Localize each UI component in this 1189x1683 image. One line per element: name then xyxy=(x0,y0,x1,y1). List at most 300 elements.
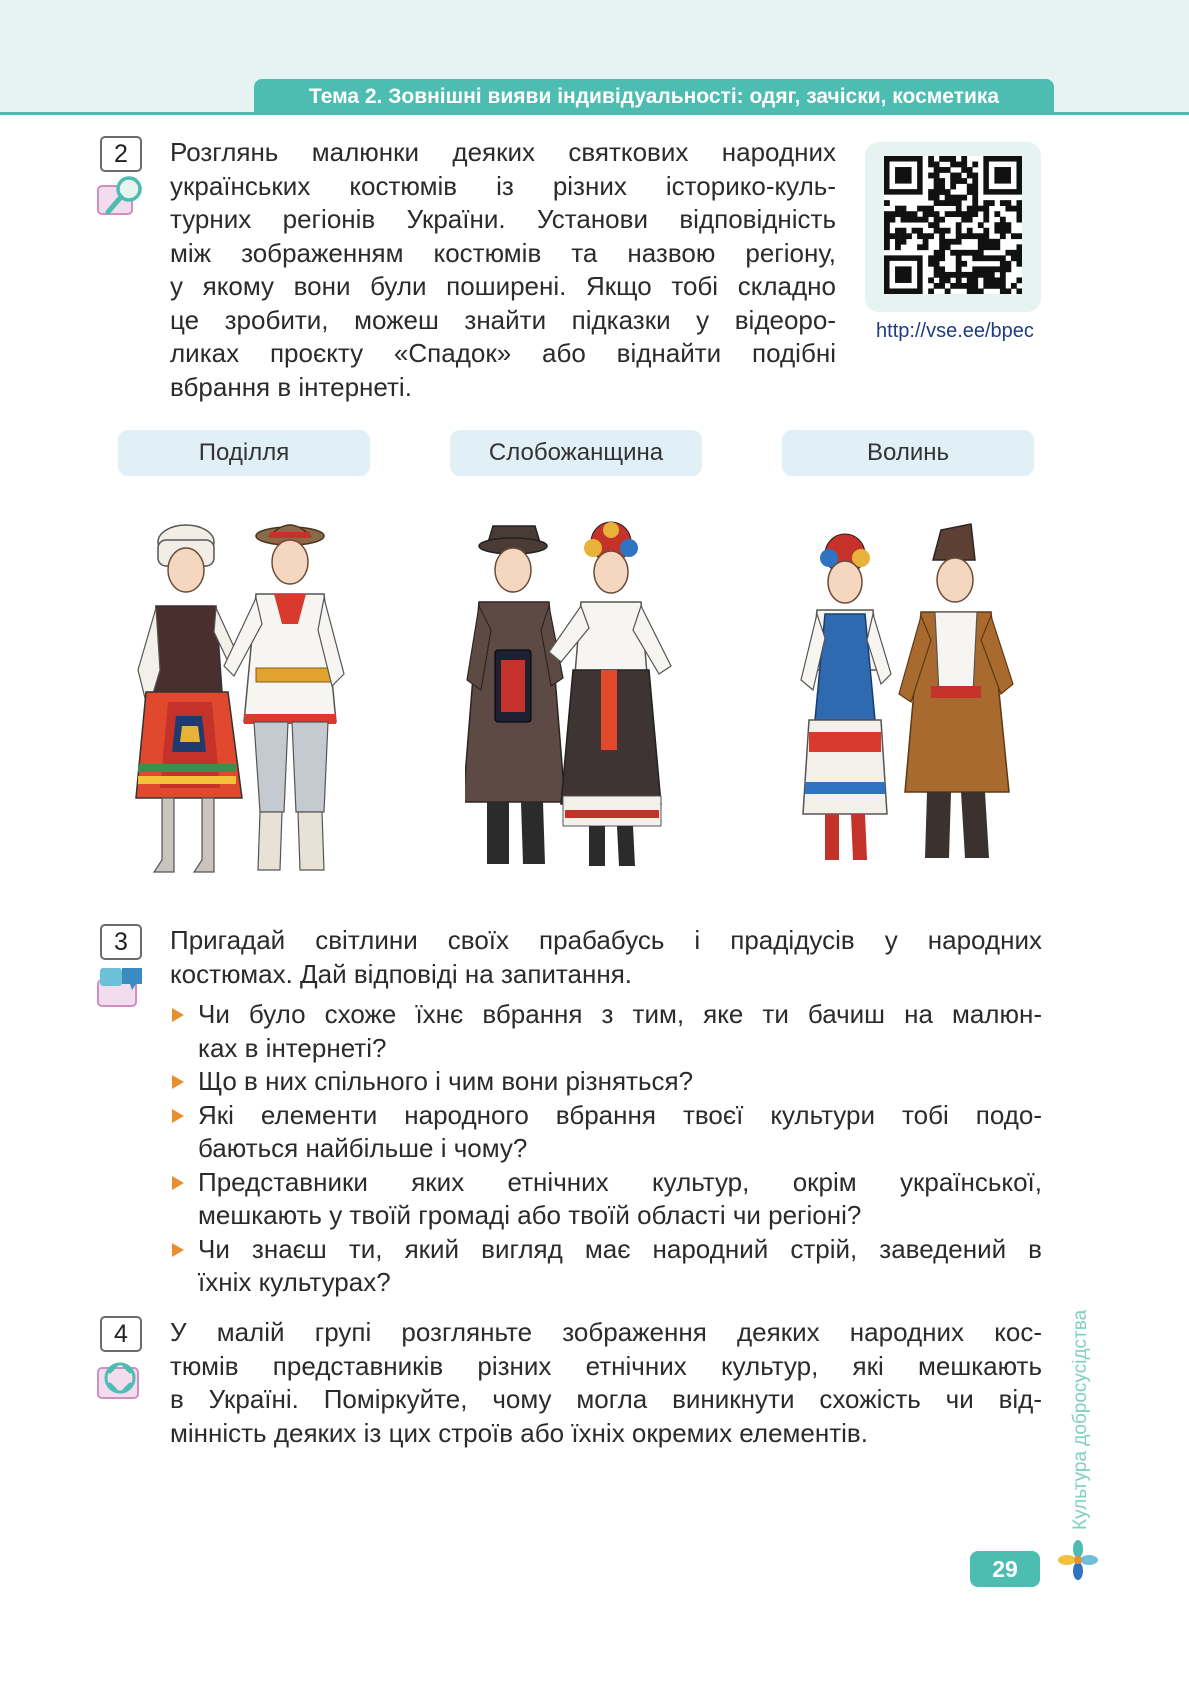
qr-module xyxy=(928,288,934,294)
qr-module xyxy=(961,272,967,278)
qr-module xyxy=(972,250,978,256)
qr-module xyxy=(956,178,962,184)
qr-module xyxy=(972,173,978,179)
qr-module xyxy=(950,272,956,278)
qr-module xyxy=(956,266,962,272)
task-3-bullet-line: Чи знаєш ти, який вигляд має народний стрій, заведений в xyxy=(198,1233,1042,1264)
qr-module xyxy=(939,189,945,195)
qr-module xyxy=(923,217,929,223)
qr-module xyxy=(994,211,1000,217)
task-2-text xyxy=(170,136,836,404)
qr-module xyxy=(923,211,929,217)
qr-module xyxy=(983,200,989,206)
qr-module xyxy=(939,244,945,250)
qr-module xyxy=(978,272,984,278)
qr-module xyxy=(901,233,907,239)
qr-module xyxy=(901,239,907,245)
qr-module xyxy=(989,272,995,278)
qr-module xyxy=(884,222,890,228)
qr-code xyxy=(884,156,1022,294)
qr-module xyxy=(950,200,956,206)
qr-module xyxy=(950,283,956,289)
side-section-title: Культура добросусідства xyxy=(1070,1309,1091,1530)
qr-finder xyxy=(895,266,912,283)
qr-module xyxy=(1000,261,1006,267)
costume-couple-3 xyxy=(795,520,1025,890)
qr-module xyxy=(972,162,978,168)
qr-module xyxy=(884,244,890,250)
task-4-line: тюмів представників різних етнічних культур, які мешкають xyxy=(170,1350,1042,1381)
task-2-line: турних регіонів України. Установи відповідність xyxy=(170,204,836,234)
bullet-arrow-icon xyxy=(172,1176,184,1190)
qr-module xyxy=(1016,200,1022,206)
qr-module xyxy=(923,244,929,250)
qr-module xyxy=(934,167,940,173)
qr-module xyxy=(967,206,973,212)
task-2-line: українських костюмів із різних історико-куль- xyxy=(170,170,836,201)
task-3-intro xyxy=(170,924,1042,991)
qr-module xyxy=(983,277,989,283)
qr-module xyxy=(983,228,989,234)
qr-module xyxy=(1016,211,1022,217)
hands-icon xyxy=(96,1354,146,1406)
qr-module xyxy=(939,233,945,239)
task-4-line: У малій групі розгляньте зображення деяких народних кос- xyxy=(170,1317,1042,1347)
qr-module xyxy=(956,250,962,256)
task-4-line: мінність деяких із цих строїв або їхніх окремих елементів. xyxy=(170,1417,868,1448)
qr-module xyxy=(983,283,989,289)
qr-module xyxy=(956,222,962,228)
qr-module xyxy=(945,239,951,245)
qr-module xyxy=(1005,250,1011,256)
qr-module xyxy=(956,211,962,217)
qr-module xyxy=(1016,261,1022,267)
qr-module xyxy=(983,255,989,261)
qr-module xyxy=(950,184,956,190)
qr-module xyxy=(945,288,951,294)
qr-module xyxy=(923,233,929,239)
qr-module xyxy=(1000,228,1006,234)
qr-module xyxy=(961,156,967,162)
qr-module xyxy=(994,239,1000,245)
qr-module xyxy=(978,239,984,245)
qr-module xyxy=(972,178,978,184)
qr-module xyxy=(983,244,989,250)
task-3-intro-line: Пригадай світлини своїх прабабусь і прадідусів у народних xyxy=(170,925,1042,955)
qr-module xyxy=(945,200,951,206)
qr-module xyxy=(945,167,951,173)
qr-module xyxy=(967,211,973,217)
qr-module xyxy=(917,233,923,239)
qr-module xyxy=(939,255,945,261)
qr-module xyxy=(989,277,995,283)
qr-module xyxy=(950,195,956,201)
qr-link[interactable]: http://vse.ee/bpec xyxy=(876,320,1034,342)
region-slobozhanshchyna: Слобожанщина xyxy=(450,430,702,476)
qr-module xyxy=(934,189,940,195)
qr-module xyxy=(989,200,995,206)
qr-module xyxy=(906,211,912,217)
qr-module xyxy=(972,184,978,190)
qr-module xyxy=(972,255,978,261)
qr-module xyxy=(1005,206,1011,212)
task-3-bullet-line: їхніх культурах? xyxy=(198,1267,391,1297)
task-3-bullet-item xyxy=(198,1166,1042,1233)
qr-module xyxy=(901,211,907,217)
qr-module xyxy=(939,167,945,173)
qr-module xyxy=(967,283,973,289)
qr-module xyxy=(1016,217,1022,223)
qr-module xyxy=(989,244,995,250)
qr-module xyxy=(1005,266,1011,272)
qr-module xyxy=(956,162,962,168)
qr-module xyxy=(994,277,1000,283)
qr-module xyxy=(934,211,940,217)
bullet-arrow-icon xyxy=(172,1075,184,1089)
qr-module xyxy=(884,217,890,223)
qr-module xyxy=(1005,288,1011,294)
qr-module xyxy=(939,277,945,283)
qr-module xyxy=(1000,277,1006,283)
qr-module xyxy=(967,250,973,256)
qr-module xyxy=(978,244,984,250)
qr-module xyxy=(967,167,973,173)
qr-module xyxy=(928,206,934,212)
qr-module xyxy=(1000,233,1006,239)
qr-module xyxy=(928,233,934,239)
qr-module xyxy=(961,195,967,201)
qr-module xyxy=(956,200,962,206)
qr-module xyxy=(956,272,962,278)
task-2-line: ликах проєкту «Спадок» або віднайти подібні xyxy=(170,338,836,368)
qr-module xyxy=(934,184,940,190)
qr-module xyxy=(1005,261,1011,267)
qr-module xyxy=(912,211,918,217)
qr-module xyxy=(939,283,945,289)
qr-module xyxy=(978,250,984,256)
qr-module xyxy=(978,288,984,294)
qr-module xyxy=(1016,233,1022,239)
qr-module xyxy=(956,283,962,289)
qr-module xyxy=(950,250,956,256)
qr-module xyxy=(884,228,890,234)
qr-module xyxy=(1005,228,1011,234)
qr-module xyxy=(912,217,918,223)
qr-module xyxy=(967,189,973,195)
qr-module xyxy=(950,239,956,245)
qr-module xyxy=(961,178,967,184)
task-2-line: Розглянь малюнки деяких святкових народних xyxy=(170,137,836,167)
qr-module xyxy=(884,200,890,206)
qr-module xyxy=(934,255,940,261)
qr-module xyxy=(901,206,907,212)
task-3-bullet-line: Чи було схоже їхнє вбрання з тим, яке ти бачиш на малюн- xyxy=(198,999,1042,1029)
qr-module xyxy=(978,206,984,212)
task-4-number: 4 xyxy=(100,1316,142,1352)
qr-module xyxy=(983,239,989,245)
page-number: 29 xyxy=(970,1551,1040,1587)
qr-module xyxy=(928,222,934,228)
qr-module xyxy=(939,272,945,278)
qr-module xyxy=(956,173,962,179)
qr-module xyxy=(1000,200,1006,206)
qr-module xyxy=(895,244,901,250)
flower-icon xyxy=(1058,1540,1098,1580)
qr-module xyxy=(934,200,940,206)
qr-module xyxy=(956,255,962,261)
qr-module xyxy=(939,228,945,234)
qr-module xyxy=(1016,277,1022,283)
qr-module xyxy=(1000,217,1006,223)
qr-module xyxy=(939,200,945,206)
qr-module xyxy=(967,277,973,283)
qr-module xyxy=(967,233,973,239)
qr-module xyxy=(928,277,934,283)
qr-module xyxy=(906,233,912,239)
qr-module xyxy=(989,283,995,289)
qr-module xyxy=(945,195,951,201)
task-3-bullet-line: мешкають у твоїй громаді або твоїй області чи регіоні? xyxy=(198,1200,862,1230)
task-3-bullet-item xyxy=(198,1065,1042,1099)
qr-module xyxy=(939,217,945,223)
bullet-arrow-icon xyxy=(172,1008,184,1022)
qr-module xyxy=(989,255,995,261)
task-2-number: 2 xyxy=(100,136,142,172)
qr-module xyxy=(972,277,978,283)
qr-module xyxy=(972,189,978,195)
qr-module xyxy=(956,228,962,234)
qr-module xyxy=(972,283,978,289)
qr-module xyxy=(950,162,956,168)
qr-module xyxy=(961,233,967,239)
qr-module xyxy=(994,283,1000,289)
qr-module xyxy=(967,228,973,234)
qr-module xyxy=(895,206,901,212)
qr-module xyxy=(972,200,978,206)
qr-module xyxy=(961,250,967,256)
qr-module xyxy=(994,244,1000,250)
qr-module xyxy=(950,211,956,217)
qr-module xyxy=(972,206,978,212)
qr-module xyxy=(934,261,940,267)
region-volyn: Волинь xyxy=(782,430,1034,476)
qr-module xyxy=(934,250,940,256)
qr-module xyxy=(928,189,934,195)
qr-module xyxy=(961,217,967,223)
qr-module xyxy=(934,217,940,223)
qr-module xyxy=(950,173,956,179)
qr-module xyxy=(956,277,962,283)
qr-module xyxy=(939,184,945,190)
task-3-bullet-line: Які елементи народного вбрання твоєї культури тобі подо- xyxy=(198,1099,1042,1130)
qr-module xyxy=(1011,233,1017,239)
qr-module xyxy=(890,217,896,223)
qr-module xyxy=(994,228,1000,234)
qr-module xyxy=(939,178,945,184)
qr-module xyxy=(939,156,945,162)
qr-module xyxy=(978,222,984,228)
qr-module xyxy=(928,255,934,261)
qr-module xyxy=(1011,255,1017,261)
speech-bubbles-icon xyxy=(96,962,146,1014)
qr-module xyxy=(1016,255,1022,261)
qr-module xyxy=(1005,222,1011,228)
task-3-bullet-item xyxy=(198,998,1042,1065)
qr-module xyxy=(1000,272,1006,278)
qr-module xyxy=(967,272,973,278)
qr-module xyxy=(972,272,978,278)
qr-module xyxy=(972,266,978,272)
task-2-line: вбрання в інтернеті. xyxy=(170,371,412,402)
qr-module xyxy=(1000,266,1006,272)
magnifier-icon xyxy=(96,172,146,224)
qr-module xyxy=(945,211,951,217)
qr-module xyxy=(884,211,890,217)
qr-module xyxy=(934,283,940,289)
costume-couple-1 xyxy=(130,520,360,890)
qr-module xyxy=(1016,288,1022,294)
qr-module xyxy=(994,222,1000,228)
qr-module xyxy=(895,228,901,234)
qr-module xyxy=(928,195,934,201)
qr-module xyxy=(989,266,995,272)
qr-module xyxy=(1016,206,1022,212)
qr-module xyxy=(961,211,967,217)
qr-module xyxy=(983,272,989,278)
qr-module xyxy=(967,173,973,179)
qr-module xyxy=(945,272,951,278)
qr-module xyxy=(939,239,945,245)
qr-module xyxy=(972,195,978,201)
qr-module xyxy=(967,288,973,294)
qr-module xyxy=(890,211,896,217)
task-3-bullet-line: Представники яких етнічних культур, окрім української, xyxy=(198,1166,1042,1197)
qr-module xyxy=(978,255,984,261)
qr-module xyxy=(956,233,962,239)
qr-module xyxy=(972,233,978,239)
qr-module xyxy=(978,266,984,272)
task-2-line: у якому вони були поширені. Якщо тобі складно xyxy=(170,271,836,301)
costume-couple-2 xyxy=(465,520,705,890)
qr-module xyxy=(917,228,923,234)
qr-module xyxy=(928,261,934,267)
qr-module xyxy=(983,233,989,239)
qr-module xyxy=(945,189,951,195)
qr-module xyxy=(917,206,923,212)
qr-module xyxy=(1016,250,1022,256)
qr-module xyxy=(1011,283,1017,289)
task-4-line: в Україні. Поміркуйте, чому могла виникнути схожість чи від- xyxy=(170,1384,1042,1414)
task-2-line: це зробити, можеш знайти підказки у відеоро- xyxy=(170,304,836,335)
qr-module xyxy=(901,228,907,234)
qr-module xyxy=(928,173,934,179)
topic-title: Тема 2. Зовнішні вияви індивідуальності: одяг, зачіски, косметика xyxy=(254,79,1054,115)
qr-module xyxy=(956,239,962,245)
qr-module xyxy=(972,211,978,217)
qr-module xyxy=(917,217,923,223)
qr-module xyxy=(912,228,918,234)
task-4-text xyxy=(170,1316,1042,1450)
qr-module xyxy=(956,261,962,267)
task-3-bullet-line: баються найбільше і чому? xyxy=(198,1133,528,1163)
qr-module xyxy=(884,239,890,245)
qr-module xyxy=(884,233,890,239)
qr-module xyxy=(972,288,978,294)
qr-module xyxy=(967,184,973,190)
qr-finder xyxy=(994,167,1011,184)
qr-module xyxy=(928,156,934,162)
qr-module xyxy=(961,283,967,289)
qr-module xyxy=(961,167,967,173)
qr-module xyxy=(928,162,934,168)
qr-module xyxy=(961,261,967,267)
qr-module xyxy=(1011,250,1017,256)
task-3-number: 3 xyxy=(100,924,142,960)
task-3-bullet-item xyxy=(198,1099,1042,1166)
qr-module xyxy=(945,156,951,162)
qr-module xyxy=(989,239,995,245)
qr-module xyxy=(939,250,945,256)
qr-module xyxy=(945,228,951,234)
qr-module xyxy=(983,211,989,217)
qr-module xyxy=(945,277,951,283)
qr-module xyxy=(934,222,940,228)
qr-module xyxy=(1000,288,1006,294)
qr-module xyxy=(945,244,951,250)
qr-module xyxy=(994,266,1000,272)
qr-module xyxy=(939,266,945,272)
qr-module xyxy=(961,162,967,168)
qr-module xyxy=(1005,200,1011,206)
qr-module xyxy=(934,228,940,234)
qr-module xyxy=(1000,255,1006,261)
qr-module xyxy=(890,233,896,239)
task-3-bullet-line: Що в них спільного і чим вони різняться? xyxy=(198,1066,694,1096)
qr-module xyxy=(934,178,940,184)
task-3-bullet-item xyxy=(198,1233,1042,1300)
qr-module xyxy=(895,211,901,217)
qr-module xyxy=(934,272,940,278)
qr-module xyxy=(1000,222,1006,228)
qr-module xyxy=(983,266,989,272)
qr-module xyxy=(1011,206,1017,212)
qr-module xyxy=(923,206,929,212)
task-2-line: між зображенням костюмів та назвою регіону, xyxy=(170,237,836,268)
qr-module xyxy=(906,217,912,223)
qr-module xyxy=(901,217,907,223)
qr-module xyxy=(950,178,956,184)
task-3-intro-line: костюмах. Дай відповіді на запитання. xyxy=(170,958,633,989)
qr-module xyxy=(994,255,1000,261)
qr-module xyxy=(967,217,973,223)
qr-finder xyxy=(895,167,912,184)
qr-module xyxy=(934,266,940,272)
qr-module xyxy=(956,206,962,212)
qr-module xyxy=(934,195,940,201)
qr-card xyxy=(865,142,1041,312)
bullet-arrow-icon xyxy=(172,1109,184,1123)
qr-module xyxy=(983,217,989,223)
qr-module xyxy=(1016,244,1022,250)
task-3-bullet-line: ках в інтернеті? xyxy=(198,1032,387,1063)
qr-module xyxy=(923,239,929,245)
qr-module xyxy=(934,173,940,179)
qr-module xyxy=(895,233,901,239)
region-podillia: Поділля xyxy=(118,430,370,476)
qr-module xyxy=(934,162,940,168)
qr-module xyxy=(917,244,923,250)
bullet-arrow-icon xyxy=(172,1243,184,1257)
